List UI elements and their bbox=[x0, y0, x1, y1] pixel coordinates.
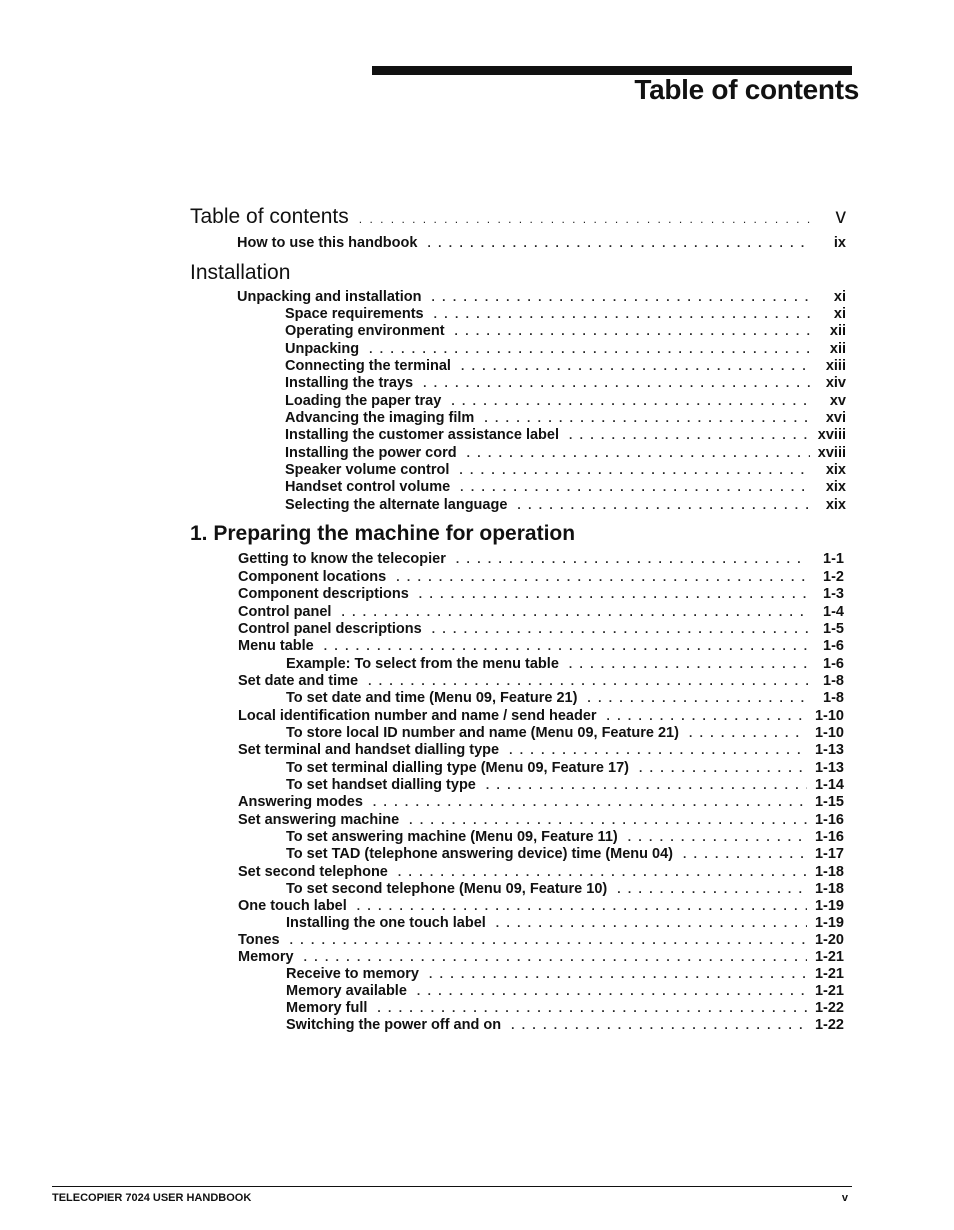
toc-entry[interactable] bbox=[238, 932, 844, 948]
toc-entry-page: xviii bbox=[817, 427, 846, 443]
toc-entry[interactable] bbox=[237, 289, 846, 305]
toc-entry-label: Switching the power off and on bbox=[286, 1017, 502, 1033]
toc-entry-label: Memory available bbox=[286, 983, 407, 999]
leader-dots bbox=[461, 359, 810, 373]
toc-entry[interactable] bbox=[285, 427, 846, 443]
toc-entry-page: 1-16 bbox=[814, 829, 844, 845]
toc-entry-label: Component descriptions bbox=[238, 586, 409, 602]
leader-dots bbox=[451, 394, 810, 408]
toc-entry-label: Control panel bbox=[238, 604, 332, 620]
toc-entry-page: 1-13 bbox=[814, 742, 844, 758]
toc-entry-page: xix bbox=[825, 479, 846, 495]
toc-entry-page: 1-21 bbox=[814, 966, 844, 982]
toc-entry-page: 1-5 bbox=[823, 621, 844, 637]
leader-dots bbox=[484, 411, 810, 425]
toc-entry-page: 1-22 bbox=[814, 1017, 844, 1033]
page-title: Table of contents bbox=[634, 74, 859, 105]
toc-entry-label: One touch label bbox=[238, 898, 347, 914]
leader-dots bbox=[377, 1001, 807, 1015]
toc-entry[interactable] bbox=[238, 898, 844, 914]
toc-entry-label: Installing the trays bbox=[285, 375, 414, 391]
toc-entry[interactable] bbox=[285, 323, 846, 339]
leader-dots bbox=[357, 899, 807, 913]
toc-entry[interactable] bbox=[285, 410, 846, 426]
section-heading-installation: Installation bbox=[190, 261, 291, 284]
leader-dots bbox=[467, 446, 810, 460]
toc-entry-label: Installing the power cord bbox=[285, 445, 457, 461]
toc-entry[interactable] bbox=[238, 812, 844, 828]
toc-entry[interactable] bbox=[286, 915, 844, 931]
toc-entry[interactable] bbox=[238, 673, 844, 689]
toc-entry[interactable] bbox=[238, 551, 844, 567]
leader-dots bbox=[683, 847, 807, 861]
leader-dots bbox=[369, 342, 810, 356]
toc-entry-page: 1-10 bbox=[814, 708, 844, 724]
leader-dots bbox=[455, 324, 810, 338]
toc-entry[interactable] bbox=[238, 604, 844, 620]
toc-entry-label: Tones bbox=[238, 932, 280, 948]
leader-dots bbox=[456, 552, 808, 566]
toc-entry-page: 1-16 bbox=[814, 812, 844, 828]
leader-dots bbox=[417, 984, 807, 998]
toc-entry-page: xviii bbox=[817, 445, 846, 461]
leader-dots bbox=[290, 933, 807, 947]
toc-entry[interactable] bbox=[238, 794, 844, 810]
toc-entry-label: Unpacking and installation bbox=[237, 289, 422, 305]
toc-entry-page: xi bbox=[833, 306, 846, 322]
toc-entry[interactable] bbox=[238, 864, 844, 880]
leader-dots bbox=[419, 587, 808, 601]
toc-entry-page: xiv bbox=[825, 375, 846, 391]
leader-dots bbox=[324, 639, 808, 653]
toc-entry[interactable] bbox=[238, 638, 844, 654]
toc-entry-page: 1-2 bbox=[823, 569, 844, 585]
toc-entry-label: Handset control volume bbox=[285, 479, 451, 495]
leader-dots bbox=[617, 882, 807, 896]
toc-entry-page: xi bbox=[833, 289, 846, 305]
leader-dots bbox=[460, 480, 810, 494]
footer-rule bbox=[52, 1186, 852, 1187]
leader-dots bbox=[359, 212, 810, 226]
toc-entry-page: xvi bbox=[825, 410, 846, 426]
toc-entry[interactable] bbox=[286, 725, 844, 741]
toc-entry-label: Getting to know the telecopier bbox=[238, 551, 446, 567]
toc-entry[interactable] bbox=[285, 393, 846, 409]
toc-entry-page: 1-19 bbox=[814, 915, 844, 931]
toc-entry[interactable] bbox=[286, 966, 844, 982]
toc-entry-label: How to use this handbook bbox=[237, 235, 418, 251]
toc-entry-page: 1-18 bbox=[814, 881, 844, 897]
toc-entry-label: To set TAD (telephone answering device) time (Menu 04) bbox=[286, 846, 673, 862]
toc-entry-label: Local identification number and name / send header bbox=[238, 708, 597, 724]
leader-dots bbox=[486, 778, 807, 792]
toc-entry[interactable] bbox=[285, 341, 846, 357]
toc-entry-page: 1-13 bbox=[814, 760, 844, 776]
toc-entry[interactable] bbox=[285, 358, 846, 374]
leader-dots bbox=[396, 570, 808, 584]
toc-entry-page: 1-3 bbox=[823, 586, 844, 602]
toc-entry-label: Memory bbox=[238, 949, 294, 965]
toc-entry-page: ix bbox=[833, 235, 846, 251]
leader-dots bbox=[511, 1018, 807, 1032]
toc-entry-page: 1-19 bbox=[814, 898, 844, 914]
toc-entry-page: 1-6 bbox=[823, 656, 844, 672]
toc-entry-page: 1-8 bbox=[823, 673, 844, 689]
toc-entry[interactable] bbox=[285, 375, 846, 391]
toc-entry-page: 1-21 bbox=[814, 983, 844, 999]
leader-dots bbox=[304, 950, 807, 964]
toc-entry-page: 1-10 bbox=[814, 725, 844, 741]
leader-dots bbox=[409, 813, 807, 827]
toc-entry[interactable] bbox=[286, 829, 844, 845]
toc-entry[interactable] bbox=[285, 445, 846, 461]
toc-entry-page: 1-20 bbox=[814, 932, 844, 948]
toc-entry-page: xii bbox=[829, 323, 846, 339]
toc-entry-label: Menu table bbox=[238, 638, 314, 654]
toc-entry[interactable] bbox=[285, 497, 846, 513]
leader-dots bbox=[509, 743, 807, 757]
toc-entry[interactable] bbox=[237, 235, 846, 251]
toc-entry-label: Unpacking bbox=[285, 341, 360, 357]
toc-entry-page: 1-15 bbox=[814, 794, 844, 810]
leader-dots bbox=[432, 290, 811, 304]
toc-entry-label: To set handset dialling type bbox=[286, 777, 476, 793]
toc-entry-label: Answering modes bbox=[238, 794, 363, 810]
toc-entry-label: To set terminal dialling type (Menu 09, Feature 17) bbox=[286, 760, 629, 776]
toc-entry-page: v bbox=[835, 205, 846, 228]
toc-entry-page: xix bbox=[825, 497, 846, 513]
leader-dots bbox=[427, 236, 810, 250]
toc-entry-page: xix bbox=[825, 462, 846, 478]
toc-entry-page: 1-6 bbox=[823, 638, 844, 654]
leader-dots bbox=[373, 795, 807, 809]
toc-entry[interactable] bbox=[286, 1000, 844, 1016]
toc-entry-page: 1-18 bbox=[814, 864, 844, 880]
toc-entry-label: Installing the customer assistance label bbox=[285, 427, 559, 443]
toc-entry-label: Set second telephone bbox=[238, 864, 388, 880]
toc-entry[interactable] bbox=[285, 462, 846, 478]
toc-entry[interactable] bbox=[286, 983, 844, 999]
toc-entry-label: Operating environment bbox=[285, 323, 445, 339]
toc-entry-page: xii bbox=[829, 341, 846, 357]
toc-entry-label: Set answering machine bbox=[238, 812, 400, 828]
toc-entry-page: 1-14 bbox=[814, 777, 844, 793]
toc-entry[interactable] bbox=[286, 656, 844, 672]
toc-entry-label: Receive to memory bbox=[286, 966, 419, 982]
toc-entry-page: xv bbox=[829, 393, 846, 409]
toc-entry[interactable] bbox=[286, 690, 844, 706]
leader-dots bbox=[628, 830, 807, 844]
toc-entry[interactable] bbox=[190, 205, 846, 229]
leader-dots bbox=[569, 657, 808, 671]
toc-entry[interactable] bbox=[286, 881, 844, 897]
toc-entry-label: Example: To select from the menu table bbox=[286, 656, 559, 672]
leader-dots bbox=[429, 967, 807, 981]
toc-entry-label: Component locations bbox=[238, 569, 387, 585]
toc-entry[interactable] bbox=[238, 569, 844, 585]
leader-dots bbox=[496, 916, 807, 930]
toc-entry-label: Set date and time bbox=[238, 673, 359, 689]
leader-dots bbox=[398, 865, 807, 879]
toc-entry-page: 1-4 bbox=[823, 604, 844, 620]
toc-entry[interactable] bbox=[238, 742, 844, 758]
toc-entry-page: 1-8 bbox=[823, 690, 844, 706]
toc-entry-label: Speaker volume control bbox=[285, 462, 450, 478]
toc-entry[interactable] bbox=[286, 760, 844, 776]
toc-entry-page: 1-21 bbox=[814, 949, 844, 965]
toc-entry[interactable] bbox=[238, 949, 844, 965]
toc-entry[interactable] bbox=[238, 621, 844, 637]
leader-dots bbox=[423, 376, 810, 390]
toc-entry-label: Installing the one touch label bbox=[286, 915, 486, 931]
footer-title: TELECOPIER 7024 USER HANDBOOK bbox=[52, 1192, 252, 1204]
toc-entry-page: 1-1 bbox=[823, 551, 844, 567]
toc-entry-label: Space requirements bbox=[285, 306, 424, 322]
toc-entry-label: Set terminal and handset dialling type bbox=[238, 742, 500, 758]
footer-page-number: v bbox=[841, 1192, 848, 1204]
section-heading-chapter-1: 1. Preparing the machine for operation bbox=[190, 522, 576, 545]
toc-entry-page: 1-17 bbox=[814, 846, 844, 862]
leader-dots bbox=[368, 674, 808, 688]
toc-entry-label: Control panel descriptions bbox=[238, 621, 422, 637]
toc-entry[interactable] bbox=[286, 846, 844, 862]
toc-entry-label: Selecting the alternate language bbox=[285, 497, 508, 513]
toc-entry-page: 1-22 bbox=[814, 1000, 844, 1016]
toc-entry[interactable] bbox=[286, 777, 844, 793]
leader-dots bbox=[569, 428, 810, 442]
leader-dots bbox=[607, 709, 807, 723]
toc-entry-page: xiii bbox=[825, 358, 846, 374]
leader-dots bbox=[587, 691, 808, 705]
toc-entry-label: Connecting the terminal bbox=[285, 358, 451, 374]
leader-dots bbox=[517, 498, 810, 512]
toc-entry[interactable] bbox=[285, 306, 846, 322]
toc-entry-label: Memory full bbox=[286, 1000, 368, 1016]
toc-entry-label: To set answering machine (Menu 09, Feature 11) bbox=[286, 829, 618, 845]
leader-dots bbox=[341, 605, 808, 619]
toc-entry[interactable] bbox=[238, 586, 844, 602]
leader-dots bbox=[639, 761, 807, 775]
toc-entry-label: To set date and time (Menu 09, Feature 21) bbox=[286, 690, 578, 706]
toc-entry[interactable] bbox=[238, 708, 844, 724]
toc-entry-label: Loading the paper tray bbox=[285, 393, 442, 409]
leader-dots bbox=[432, 622, 808, 636]
toc-entry-label: Table of contents bbox=[190, 205, 349, 228]
toc-entry-label: To store local ID number and name (Menu 09, Feature 21) bbox=[286, 725, 679, 741]
leader-dots bbox=[459, 463, 810, 477]
toc-entry[interactable] bbox=[286, 1017, 844, 1033]
toc-entry-label: To set second telephone (Menu 09, Feature 10) bbox=[286, 881, 608, 897]
toc-entry[interactable] bbox=[285, 479, 846, 495]
leader-dots bbox=[689, 726, 807, 740]
toc-entry-label: Advancing the imaging film bbox=[285, 410, 475, 426]
leader-dots bbox=[434, 307, 810, 321]
